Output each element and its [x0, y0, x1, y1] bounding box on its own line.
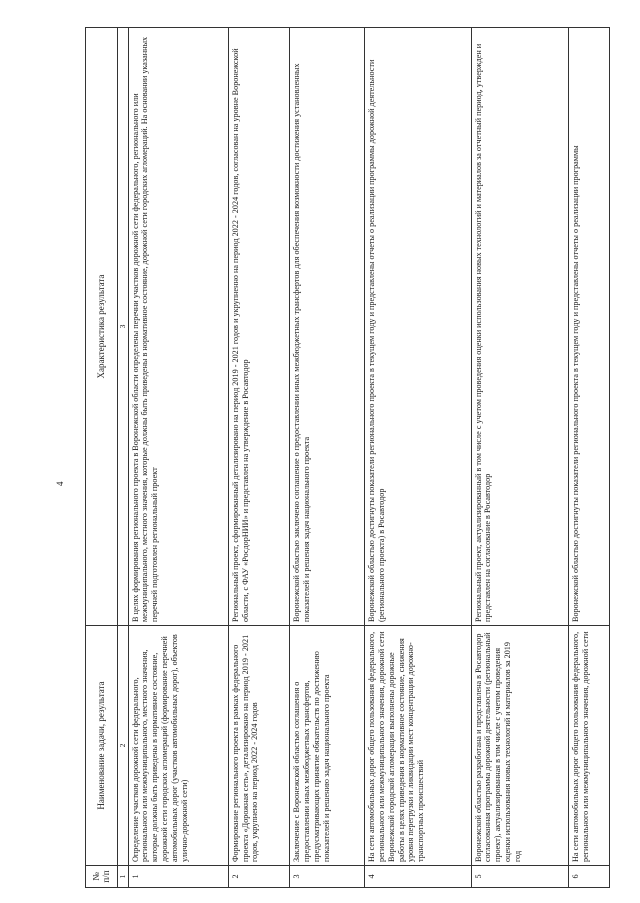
task-name-text: На сети автомобильных дорог общего пользования федерального, регионального или межмуниципального значения, дорожной сети — [571, 631, 591, 862]
row-number: 4 — [365, 866, 472, 888]
header-result: Характеристика результата — [86, 28, 118, 626]
header-task-name: Наименование задачи, результата — [86, 626, 118, 866]
row-number: 3 — [290, 866, 365, 888]
table-row — [365, 28, 472, 888]
table-row — [128, 28, 228, 888]
result-cell — [569, 28, 610, 626]
table-row — [471, 28, 569, 888]
rotated-table-container — [85, 28, 610, 888]
result-text: Воронежской областью достигнуты показатели регионального проекта в текущем году и представлены отчеты о реализации программы — [571, 145, 581, 622]
column-index: 1 — [117, 866, 128, 888]
row-number: 1 — [128, 866, 228, 888]
row-number: 6 — [569, 866, 610, 888]
task-name-cell: Воронежской областью разработана и представлена в Росавтодор согласованная программа дорожной деятельности (региональный проект), актуализированная в том числе с учетом проведения оценки использования новых технологий и материалов за 2019 год — [471, 626, 569, 866]
column-index: 3 — [117, 28, 128, 626]
task-name-cell: На сети автомобильных дорог общего пользования федерального, регионального или межмуниципального значения, дорожной сети Воронежской городской агломерации выполнены дорожные работы в целях приведения в нормативное состояние, снижения уровня перегрузки и ликвидации мест концентрации дорожно-транспортных происшествий — [365, 626, 472, 866]
table-header-row — [86, 28, 118, 888]
result-cell: Региональный проект, актуализированный в том числе с учетом проведения оценки использования новых технологий и материалов за отчетный период, утвержден и представлен на согласование в Росавтодор — [471, 28, 569, 626]
result-cell: В целях формирования регионального проекта в Воронежской области определены перечни участков дорожной сети федерального, регионального или межмуниципального, местного значения, которые должны быть приведены в нормативное состояние, дорожной сети городских агломераций. На основании указанных перечней подготовлен региональный проект — [128, 28, 228, 626]
page-number: 4 — [55, 481, 65, 486]
header-number: № п/п — [86, 866, 118, 888]
task-name-cell: Определение участков дорожной сети федерального, регионального или межмуниципального, местного значения, которые должны быть приведены в нормативное состояние, дорожной сети городских агломераций (формирование перечней автомобильных дорог (участков автомобильных дорог), объектов улично-дорожной сети) — [128, 626, 228, 866]
row-number: 2 — [228, 866, 290, 888]
table-row — [228, 28, 290, 888]
table-row — [290, 28, 365, 888]
result-cell: Региональный проект, сформированный детализировано на период 2019 - 2021 годов и укрупненно на период 2022 - 2024 годов, согласован на уровне Воронежской области, с ФАУ «РосдорНИИ» и представлен на утверждение в Росавтодор — [228, 28, 290, 626]
task-name-cell — [569, 626, 610, 866]
task-name-cell: Заключение с Воронежской областью соглашения о предоставлении иных межбюджетных трансфертов, предусматривающих принятие обязательств по достижению показателей и решению задач национального проекта — [290, 626, 365, 866]
results-table — [85, 27, 610, 888]
row-number: 5 — [471, 866, 569, 888]
result-cell: Воронежской областью достигнуты показатели регионального проекта в текущем году и представлены отчеты о реализации программы дорожной деятельности (регионального проекта) в Росавтодор — [365, 28, 472, 626]
result-cell: Воронежской областью заключено соглашение о предоставлении иных межбюджетных трансфертов для обеспечения возможности достижения установленных показателей и решения задач национального проекта — [290, 28, 365, 626]
table-row — [569, 28, 610, 888]
column-index: 2 — [117, 626, 128, 866]
task-name-cell: Формирование регионального проекта в рамках федерального проекта «Дорожная сеть», детализировано на период 2019 - 2021 годов, укрупнено на период 2022 - 2024 годов — [228, 626, 290, 866]
column-index-row — [117, 28, 128, 888]
